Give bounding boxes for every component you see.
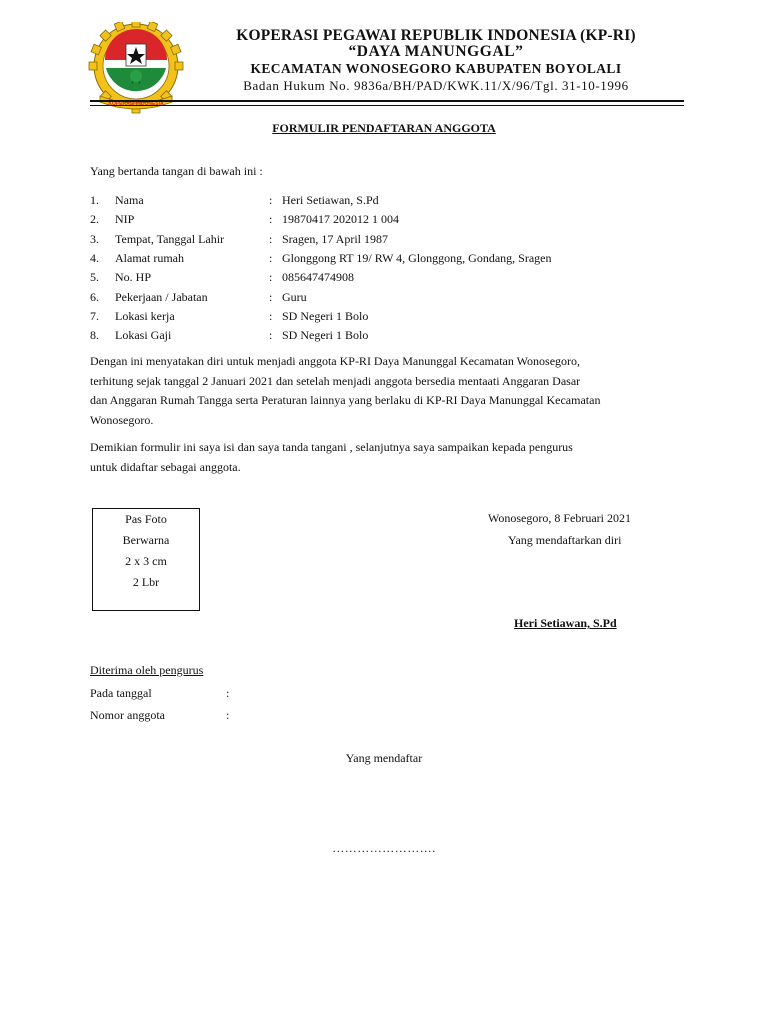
closing-line: Demikian formulir ini saya isi dan saya tanda tangani , selanjutnya saya sampaikan kepada pengurus [90,440,573,454]
member-number-colon: : [226,708,230,722]
photo-box-line: Berwarna [122,533,170,547]
field-label: Lokasi Gaji [115,328,172,342]
field-number: 4. [90,251,99,265]
field-label: NIP [115,212,135,226]
photo-box-line: 2 x 3 cm [125,554,167,568]
field-colon: : [269,328,273,342]
field-row-address [90,251,690,266]
field-row-birth [90,232,690,247]
statement-line: Wonosegoro. [90,412,154,427]
field-number: 2. [90,212,99,226]
photo-box-line: Pas Foto [125,512,167,526]
registrant-caption: Yang mendaftarkan diri [508,533,622,547]
intro-text: Yang bertanda tangan di bawah ini : [90,164,263,178]
field-value: SD Negeri 1 Bolo [282,328,369,342]
field-row-nip [90,212,690,227]
field-value: Glonggong RT 19/ RW 4, Glonggong, Gondang, Sragen [282,251,552,265]
field-colon: : [269,193,273,207]
field-number: 8. [90,328,99,342]
field-value: Guru [282,290,307,304]
field-row-phone [90,270,690,285]
closing-paragraph [90,438,690,477]
statement-line: dan Anggaran Rumah Tangga serta Peraturan lainnya yang berlaku di KP-RI Daya Manunggal Kecamatan [90,393,601,407]
received-date-label: Pada tanggal [90,686,152,700]
closing-line: untuk didaftar sebagai anggota. [90,459,241,474]
registrar-signature-line: ……………………. [332,841,436,855]
field-row-work-location [90,309,690,324]
statement-line: terhitung sejak tanggal 2 Januari 2021 dan setelah menjadi anggota bersedia mentaati Anggaran Dasar [90,373,581,388]
field-colon: : [269,212,273,226]
field-value: Heri Setiawan, S.Pd [282,193,379,207]
logo-banner-text: KOPERASI INDONESIA [108,101,164,107]
org-nickname-heading: “DAYA MANUNGGAL” [348,43,524,60]
field-label: Nama [115,193,144,207]
field-number: 6. [90,290,99,304]
letterhead-rule-thin [90,105,684,106]
field-colon: : [269,290,273,304]
field-row-salary-location [90,328,690,343]
registrar-caption: Yang mendaftar [345,751,423,765]
photo-box-line: 2 Lbr [132,575,160,589]
field-row-occupation [90,290,690,305]
member-number-label: Nomor anggota [90,708,165,722]
field-number: 3. [90,232,99,246]
received-date-colon: : [226,686,230,700]
field-label: Lokasi kerja [115,309,175,323]
place-date: Wonosegoro, 8 Februari 2021 [488,511,632,525]
field-label: Tempat, Tanggal Lahir [115,232,225,246]
field-label: Pekerjaan / Jabatan [115,290,208,304]
field-colon: : [269,232,273,246]
field-number: 5. [90,270,99,284]
field-row-name [90,193,690,208]
field-number: 1. [90,193,99,207]
field-label: Alamat rumah [115,251,184,265]
field-value: SD Negeri 1 Bolo [282,309,369,323]
org-name-heading: KOPERASI PEGAWAI REPUBLIK INDONESIA (KP-RI) [236,27,636,44]
field-value: 085647474908 [282,270,354,284]
field-number: 7. [90,309,99,323]
field-label: No. HP [115,270,152,284]
statement-line: Dengan ini menyatakan diri untuk menjadi anggota KP-RI Daya Manunggal Kecamatan Wonosegoro, [90,354,581,368]
signer-name: Heri Setiawan, S.Pd [514,616,617,630]
region-heading: KECAMATAN WONOSEGORO KABUPATEN BOYOLALI [250,61,622,76]
field-colon: : [269,251,273,265]
field-colon: : [269,270,273,284]
legal-registration-line: Badan Hukum No. 9836a/BH/PAD/KWK.11/X/96/Tgl. 31-10-1996 [243,78,629,93]
form-title: FORMULIR PENDAFTARAN ANGGOTA [272,121,496,135]
letterhead-rule-thick [90,100,684,102]
received-by-heading: Diterima oleh pengurus [90,663,204,677]
field-value: Sragen, 17 April 1987 [282,232,388,246]
statement-paragraph [90,352,690,430]
field-colon: : [269,309,273,323]
field-value: 19870417 202012 1 004 [282,212,399,226]
